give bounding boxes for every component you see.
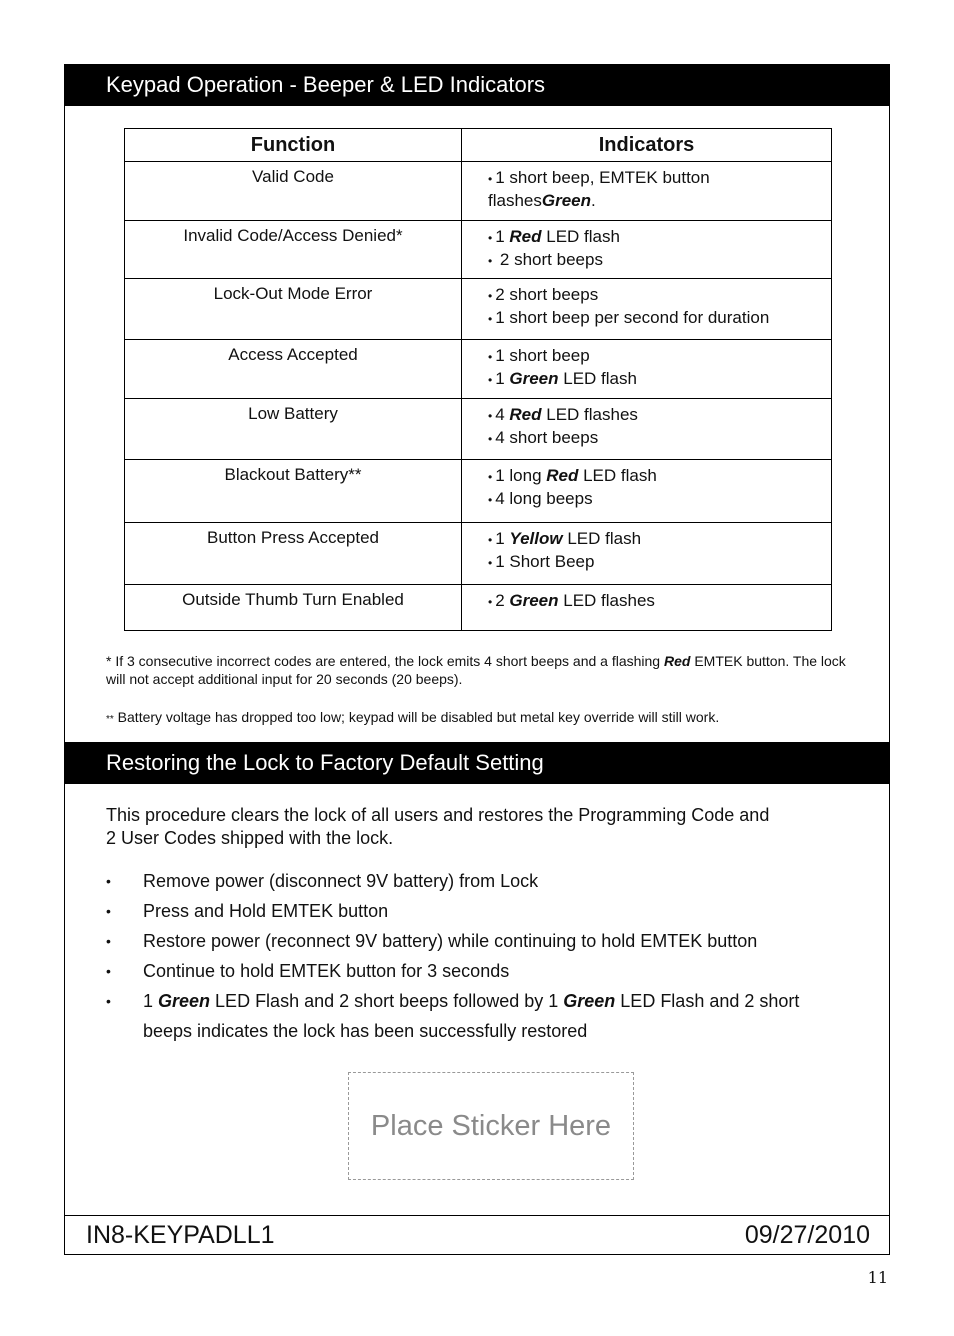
indicator-line (488, 528, 821, 551)
indicator-color-word: Yellow (509, 529, 563, 548)
footnote-text: Battery voltage has dropped too low; keypad will be disabled but metal key override will still work. (113, 709, 720, 725)
step-green-word: Green (158, 991, 211, 1011)
table-header-row (125, 129, 832, 162)
bullet-icon: • (106, 963, 111, 979)
table-row (125, 585, 832, 631)
indicator-text: 1 (495, 529, 510, 548)
indicator-line (488, 167, 821, 212)
indicator-text: 4 short beeps (495, 428, 599, 447)
bullet-icon: • (488, 533, 493, 547)
indicators-cell (462, 460, 832, 523)
table-row (125, 221, 832, 279)
indicator-text: 1 long (495, 466, 547, 485)
list-item (106, 956, 846, 986)
indicator-text: 4 long beeps (495, 489, 593, 508)
list-item (106, 986, 846, 1046)
footer-divider (64, 1215, 890, 1216)
footnote-text: * If 3 consecutive incorrect codes are entered, the lock emits 4 short beeps and a flashing (106, 653, 664, 669)
function-cell: Lock-Out Mode Error (125, 279, 462, 340)
table-row (125, 460, 832, 523)
procedure-intro (106, 804, 846, 850)
step-text: beeps indicates the lock has been successfully restored (143, 1021, 588, 1041)
footnote-battery (106, 708, 846, 729)
sticker-placeholder (348, 1072, 634, 1180)
document-id: IN8-KEYPADLL1 (86, 1221, 275, 1249)
step-text: LED Flash and 2 short (615, 991, 800, 1011)
bullet-icon: • (488, 432, 493, 446)
section-header-keypad-operation (64, 64, 890, 106)
bullet-icon: • (106, 933, 111, 949)
sticker-label: Place Sticker Here (370, 1109, 612, 1142)
indicator-color-word: Red (509, 405, 542, 424)
indicator-text: 1 short beep, EMTEK button flashes (488, 168, 710, 210)
table-row (125, 399, 832, 460)
indicator-text: 2 (495, 591, 510, 610)
section-title: Restoring the Lock to Factory Default Setting (106, 750, 544, 775)
indicator-line (488, 551, 821, 574)
table-row (125, 523, 832, 585)
function-cell: Low Battery (125, 399, 462, 460)
table-body (125, 162, 832, 631)
indicators-cell (462, 523, 832, 585)
step-green-word: Green (563, 991, 616, 1011)
indicator-text: LED flashes (558, 591, 655, 610)
indicator-line (488, 368, 821, 391)
indicator-color-word: Red (546, 466, 579, 485)
indicator-line (488, 307, 821, 330)
function-cell: Outside Thumb Turn Enabled (125, 585, 462, 631)
bullet-icon: • (488, 254, 493, 268)
bullet-icon: • (106, 993, 111, 1009)
function-cell: Blackout Battery** (125, 460, 462, 523)
bullet-icon: • (488, 556, 493, 570)
indicator-text: 1 Short Beep (495, 552, 595, 571)
indicator-text: LED flash (558, 369, 637, 388)
indicators-table (124, 128, 832, 631)
indicators-cell (462, 585, 832, 631)
indicator-text: LED flashes (541, 405, 638, 424)
step-text: 1 (143, 991, 159, 1011)
footnote-invalid-code (106, 652, 846, 688)
indicator-line (488, 427, 821, 450)
indicator-line (488, 590, 821, 613)
header-indicators: Indicators (462, 129, 832, 162)
table-row (125, 340, 832, 399)
bullet-icon: • (488, 409, 493, 423)
step-text: Continue to hold EMTEK button for 3 seconds (143, 961, 510, 981)
intro-line: This procedure clears the lock of all users and restores the Programming Code and (106, 805, 770, 825)
step-text: Remove power (disconnect 9V battery) from Lock (143, 871, 539, 891)
bullet-icon: • (488, 470, 493, 484)
function-cell: Button Press Accepted (125, 523, 462, 585)
intro-line: 2 User Codes shipped with the lock. (106, 828, 394, 848)
list-item (106, 866, 846, 896)
indicators-cell (462, 279, 832, 340)
section-header-factory-default (64, 742, 890, 784)
function-cell: Valid Code (125, 162, 462, 221)
indicator-line (488, 345, 821, 368)
bullet-icon: • (488, 493, 493, 507)
bullet-icon: • (488, 312, 493, 326)
bullet-icon: • (488, 172, 493, 186)
indicator-color-word: Green (509, 369, 559, 388)
page-number: 11 (867, 1268, 888, 1287)
indicator-text: 1 short beep per second for duration (495, 308, 770, 327)
indicator-text: 1 (495, 227, 510, 246)
step-text: Restore power (reconnect 9V battery) while continuing to hold EMTEK button (143, 931, 758, 951)
indicator-text: 2 short beeps (495, 285, 599, 304)
list-item (106, 926, 846, 956)
bullet-icon: • (488, 231, 493, 245)
bullet-icon: • (488, 373, 493, 387)
document-date: 09/27/2010 (744, 1221, 870, 1249)
indicator-text: 1 short beep (495, 346, 590, 365)
bullet-icon: • (488, 289, 493, 303)
function-cell: Invalid Code/Access Denied* (125, 221, 462, 279)
table-row (125, 279, 832, 340)
indicators-cell (462, 399, 832, 460)
indicators-cell (462, 221, 832, 279)
bullet-icon: • (106, 873, 111, 889)
indicator-line (488, 465, 821, 488)
indicator-line (488, 404, 821, 427)
list-item (106, 896, 846, 926)
footnote-red-word: Red (663, 653, 691, 669)
indicator-line (488, 226, 821, 249)
footnote-mark: ** (106, 714, 114, 725)
indicator-color-word: Green (541, 191, 592, 210)
section-title: Keypad Operation - Beeper & LED Indicators (106, 72, 546, 97)
indicator-line (488, 488, 821, 511)
function-cell: Access Accepted (125, 340, 462, 399)
indicator-line (488, 249, 821, 272)
bullet-icon: • (106, 903, 111, 919)
indicator-text: LED flash (578, 466, 657, 485)
indicator-text: LED flash (541, 227, 620, 246)
step-text: LED Flash and 2 short beeps followed by 1 (210, 991, 564, 1011)
step-text: Press and Hold EMTEK button (143, 901, 389, 921)
indicator-color-word: Red (509, 227, 542, 246)
indicator-color-word: Green (509, 591, 559, 610)
header-function: Function (125, 129, 462, 162)
indicator-text: LED flash (562, 529, 642, 548)
indicators-cell (462, 340, 832, 399)
indicator-text: 2 short beeps (495, 250, 603, 269)
table-row (125, 162, 832, 221)
indicators-cell (462, 162, 832, 221)
bullet-icon: • (488, 595, 493, 609)
indicator-text: 1 (495, 369, 510, 388)
indicator-text: . (591, 191, 596, 210)
footnote-text: EMTEK button. The lock will not accept additional input for 20 seconds (20 beeps). (106, 653, 846, 687)
procedure-steps (106, 866, 846, 1046)
indicator-text: 4 (495, 405, 510, 424)
indicator-line (488, 284, 821, 307)
bullet-icon: • (488, 350, 493, 364)
